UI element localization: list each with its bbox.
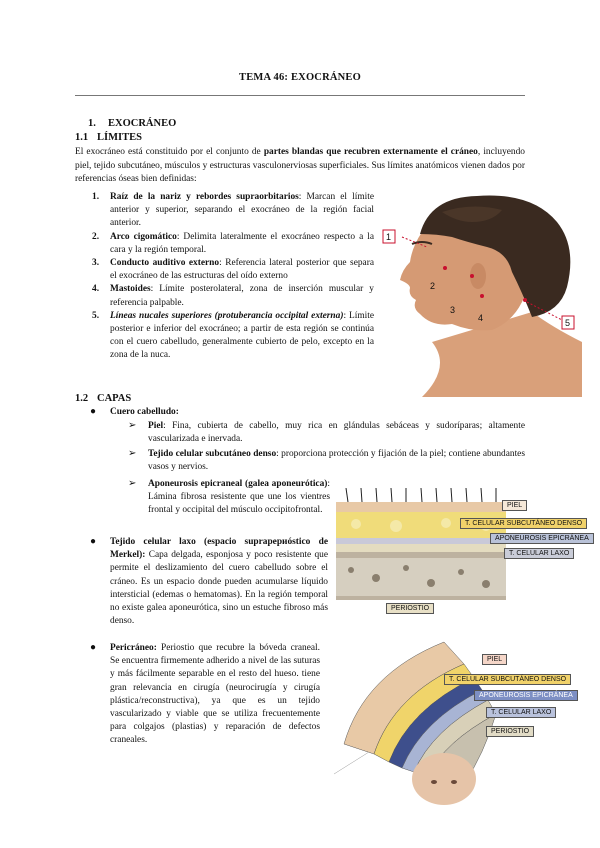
arrow-bullet-icon: ➢ [128,448,137,459]
item-text: : Marcan el límite anterior y superior, separando el exocráneo de la región facial anterior. [110,192,374,229]
list-item [92,231,374,257]
marker-2: 2 [430,281,436,291]
item-text: : Delimita lateralmente el exocráneo respecto a la cara y la región temporal. [110,231,374,255]
intro-text-c: , incluyendo piel, tejido subcutáneo, músculos y estructuras vasculonerviosas superficiales. Sus límites anatómicos vienen dados por referencias óseas bien definidas: [75,147,525,184]
list-item [92,191,374,231]
section-label: EXOCRÁNEO [108,118,177,129]
sub-item-piel [148,420,525,446]
item-text: : Límite posterior e inferior del exocráneo; a partir de esta región se continúa con el cuero cabelludo, generalmente cubierto de pelo, excepto en la zona de la nuca. [110,310,374,361]
subsection-number: 1.2 [75,393,89,404]
label-subcutaneo: T. CELULAR SUBCUTÁNEO DENSO [460,518,587,529]
item-number: 1. [92,192,100,202]
item-text: : Fina, cubierta de cabello, muy rica en glándulas sebáceas y sudoríparas; altamente vascularizada e inervada. [148,421,525,445]
item-text: : Lámina fibrosa resistente que une los vientres frontal y occipital del músculo occipitofrontal. [148,479,330,516]
list-item [92,283,374,309]
marker-3: 3 [450,305,456,315]
list-item [92,257,374,283]
item-text: : Límite posterolateral, zona de inserción muscular y referencia palpable. [110,284,374,308]
limits-list [92,191,374,363]
label-piel: PIEL [502,500,527,511]
subsection-label: CAPAS [97,393,132,404]
item-text: Capa delgada, esponjosa y poco resistente que permite el deslizamiento del cuero cabelludo sobre el cráneo. Es un espacio donde pueden acumularse líquido intersticial (edemas o hematomas). En la región temporal no existe galea aponeurótica, sino un estuche fibroso más denso. [110,550,328,627]
label-aponeurosis: APONEUROSIS EPICRÁNEA [490,533,594,544]
item-term: Líneas nucales superiores (protuberancia occipital externa) [110,310,344,321]
item-term: Piel [148,421,164,431]
subsection-heading-capas [75,393,131,404]
item-term: Pericráneo: [110,643,157,653]
laxo-item [110,536,328,628]
marker-5: 5 [565,318,571,328]
item-term: Arco cigomático [110,231,177,242]
item-text: Periostio que recubre la bóveda craneal. Se encuentra firmemente adherido a nivel de las suturas y más fácilmente separable en el resto del hueso. tiene gran relevancia en cirugía (neurocirugía y cirugía plástica/reconstructiva), ya que es un tejido vascularizado y viable que se utiliza frecuentemente para colgajos (plastias) y reparación de defectos craneales. [110,643,320,746]
subsection-label: LÍMITES [97,132,142,143]
bullet-icon: ● [90,536,97,547]
scalp-layers-figure [336,488,588,618]
list-item [92,310,374,363]
item-term: Tejido celular subcutáneo denso [148,449,277,459]
bullet-icon: ● [90,406,97,417]
section-heading-1 [88,118,176,129]
label-laxo: T. CELULAR LAXO [504,548,574,559]
label-piel: PIEL [482,654,507,665]
head-layers-illustration [334,634,588,806]
head-profile-figure [382,192,582,397]
marker-1: 1 [386,232,392,242]
item-text: : proporciona protección y fijación de la piel; contiene abundantes vasos y nervios. [148,449,525,473]
item-number: 2. [92,231,100,242]
item-text: : Referencia lateral posterior que separa el exocráneo de las estructuras del oído externo [110,258,375,282]
arrow-bullet-icon: ➢ [128,420,137,431]
subsection-heading-limites [75,132,142,143]
sub-item-subcutaneo [148,448,525,474]
subsection-number: 1.1 [75,132,89,143]
intro-text-a: El exocráneo está constituido por el conjunto de [75,147,264,157]
item-number: 4. [92,284,100,295]
cuero-heading: Cuero cabelludo: [110,407,179,417]
title-divider [75,95,525,96]
item-term: Tejido celular laxo (espacio suprapериóstico de Merkel): [110,537,328,561]
label-periostio: PERIOSTIO [486,726,534,737]
section-number: 1. [88,118,96,129]
label-periostio: PERIOSTIO [386,603,434,614]
item-number: 3. [92,258,100,269]
label-laxo: T. CELULAR LAXO [486,707,556,718]
item-term: Aponeurosis epicraneal (galea aponeurótica) [148,479,328,489]
item-number: 5. [92,310,100,321]
sub-item-aponeurosis [148,478,330,518]
head-layers-figure [334,634,588,806]
label-subcutaneo: T. CELULAR SUBCUTÁNEO DENSO [444,674,571,685]
arrow-bullet-icon: ➢ [128,478,137,489]
item-term: Mastoides [110,284,151,295]
item-term: Raíz de la nariz y rebordes supraorbitarios [110,192,299,202]
item-term: Conducto auditivo externo [110,258,220,269]
label-aponeurosis: APONEUROSIS EPICRÁNEA [474,690,578,701]
page-title: TEMA 46: EXOCRÁNEO [238,72,362,83]
intro-text-bold: partes blandas que recubren externamente el cráneo [263,147,478,157]
marker-4: 4 [478,313,484,323]
bullet-icon: ● [90,642,97,653]
intro-paragraph [75,146,525,187]
pericraneo-item [110,642,320,748]
